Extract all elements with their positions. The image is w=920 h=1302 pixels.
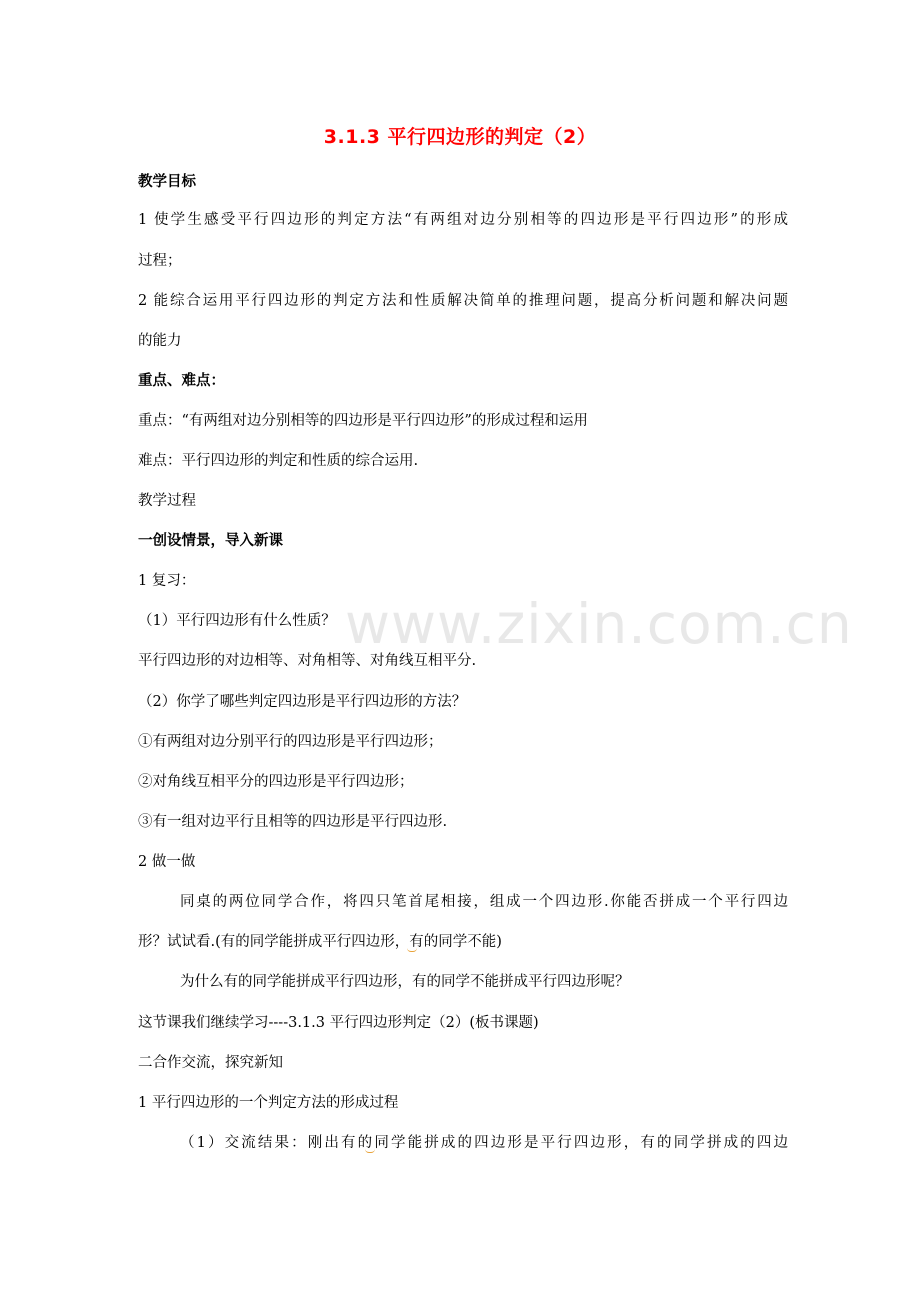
section-heading-key-points: 重点、难点： [138, 373, 225, 389]
section-heading-process: 教学过程 [138, 493, 196, 509]
paragraph-line: （2）你学了哪些判定四边形是平行四边形的方法？ [138, 694, 467, 710]
paragraph-line: 这节课我们继续学习----3.1.3 平行四边形判定（2）(板书课题) [138, 1015, 539, 1031]
paragraph-line: 平行四边形的对边相等、对角相等、对角线互相平分. [138, 653, 477, 669]
paragraph-line: 1 使学生感受平行四边形的判定方法“有两组对边分别相等的四边形是平行四边形”的形成 [138, 212, 788, 228]
paragraph-line: （1）交流结果：刚出有的同学能拼成的四边形是平行四边形，有的同学拼成的四边 [180, 1135, 788, 1151]
paragraph-line: 的能力 [138, 333, 182, 349]
paragraph-line: 为什么有的同学能拼成平行四边形，有的同学不能拼成平行四边形呢？ [180, 974, 630, 990]
section-heading-intro: 一创设情景，导入新课 [138, 533, 283, 549]
paragraph-line: 同桌的两位同学合作，将四只笔首尾相接，组成一个四边形.你能否拼成一个平行四边 [180, 894, 788, 910]
section-heading-objectives: 教学目标 [138, 174, 196, 190]
list-item: ③有一组对边平行且相等的四边形是平行四边形. [138, 814, 448, 830]
paragraph-line: 重点：“有两组对边分别相等的四边形是平行四边形”的形成过程和运用 [138, 413, 588, 429]
section-heading-collab: 二合作交流，探究新知 [138, 1055, 283, 1071]
paragraph-line: 形？试试看.(有的同学能拼成平行四边形，有的同学不能) [138, 934, 502, 950]
paragraph-line: 难点：平行四边形的判定和性质的综合运用. [138, 453, 419, 469]
paragraph-line: 1 平行四边形的一个判定方法的形成过程 [138, 1095, 399, 1111]
list-item: ①有两组对边分别平行的四边形是平行四边形； [138, 734, 443, 750]
page-title: 3.1.3 平行四边形的判定（2） [323, 126, 597, 148]
paragraph-line: （1）平行四边形有什么性质？ [138, 613, 336, 629]
paragraph-line: 2 能综合运用平行四边形的判定方法和性质解决简单的推理问题，提高分析问题和解决问题 [138, 293, 788, 309]
paragraph-line: 过程； [138, 253, 182, 269]
paragraph-line: 1 复习： [138, 573, 196, 589]
paragraph-line: 2 做一做 [138, 854, 196, 870]
watermark-text: www.zixin.com.cn [345, 592, 853, 656]
list-item: ②对角线互相平分的四边形是平行四边形； [138, 774, 414, 790]
